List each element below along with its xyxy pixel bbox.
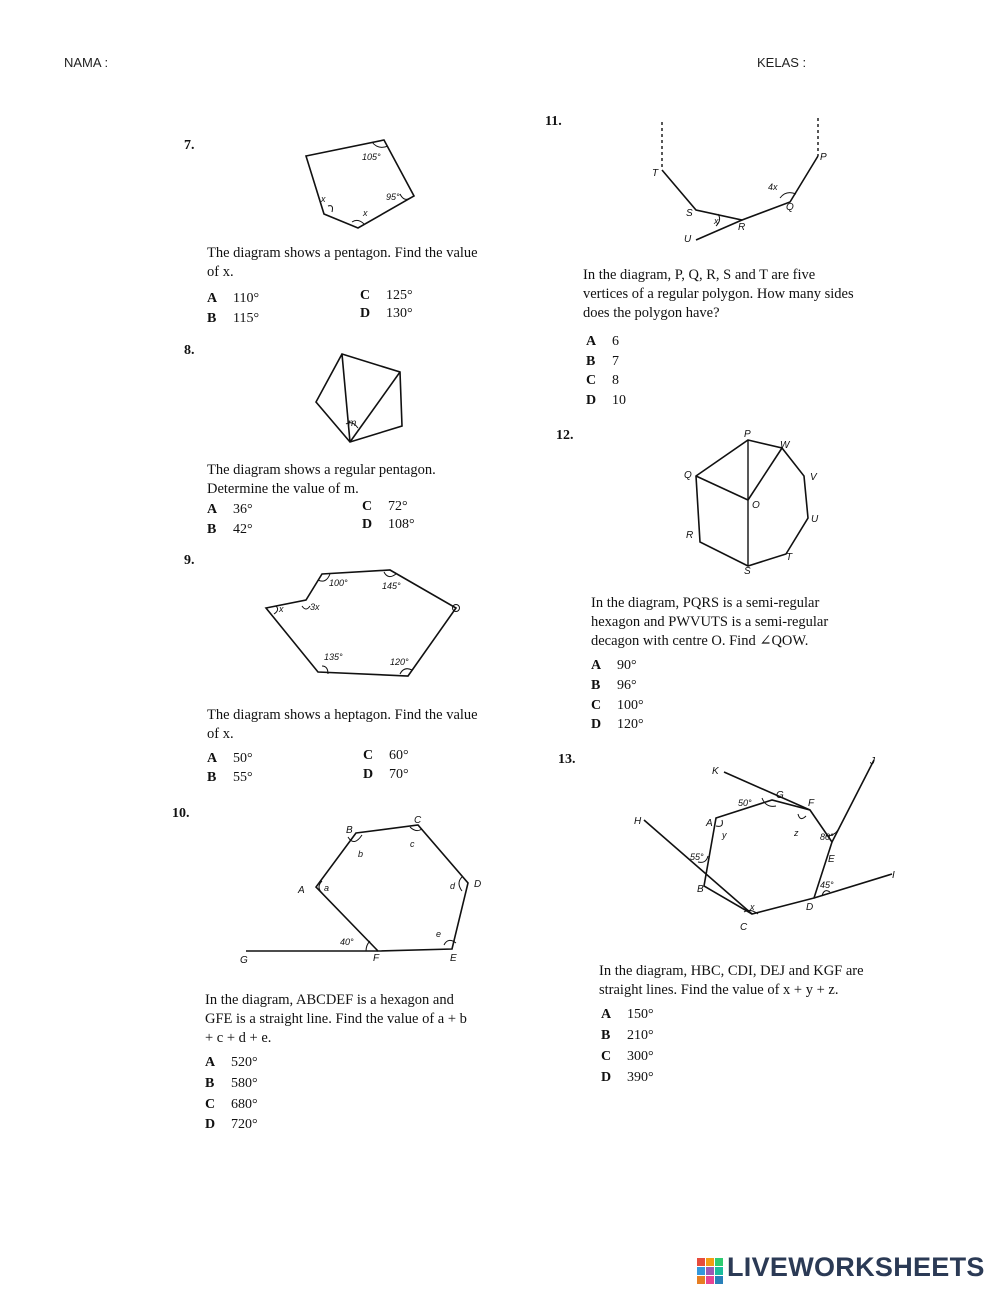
question-7-diagram (300, 132, 420, 232)
question-13-text (599, 962, 864, 1000)
option-value: 60° (389, 748, 409, 763)
option-letter: D (586, 393, 597, 408)
q7-text-line: The diagram shows a pentagon. Find the value (207, 245, 478, 261)
option-value: 150° (627, 1007, 654, 1022)
q9-text-line: of x. (207, 726, 234, 742)
option-letter: A (207, 502, 218, 517)
q13-label-z: z (794, 828, 799, 838)
option-letter: C (591, 698, 602, 713)
q13-label-A: A (706, 818, 713, 829)
q13-label-F: F (808, 798, 815, 809)
option-letter: B (591, 678, 601, 693)
option-value: 10 (612, 393, 626, 408)
option-letter: D (591, 717, 602, 732)
option-value: 210° (627, 1028, 654, 1043)
q8-option-a[interactable] (207, 500, 253, 519)
q12-label-U: U (811, 514, 819, 525)
q13-label-K: K (712, 766, 719, 777)
option-letter: A (207, 291, 218, 306)
q9-label-3x: 3x (310, 602, 320, 612)
q10-label-D: D (474, 879, 482, 890)
q10-label-F: F (373, 953, 380, 964)
option-value: 50° (233, 751, 253, 766)
question-8-text (207, 461, 436, 499)
option-value: 115° (233, 311, 260, 326)
q11-label-T: T (652, 168, 659, 179)
option-value: 90° (617, 658, 637, 673)
option-value: 96° (617, 678, 637, 693)
q11-label-Q: Q (786, 202, 794, 213)
q8-text-line: The diagram shows a regular pentagon. (207, 462, 436, 478)
q9-option-b[interactable] (207, 768, 253, 787)
q13-label-x: x (750, 902, 755, 912)
q7-option-b[interactable] (207, 309, 259, 328)
q13-option-a[interactable] (601, 1005, 654, 1024)
q11-option-d[interactable] (586, 391, 626, 410)
q9-label-120: 120° (390, 657, 409, 667)
option-letter: B (586, 354, 596, 369)
option-value: 72° (388, 499, 408, 514)
question-8-number: 8. (184, 343, 195, 358)
q10-option-b[interactable] (205, 1074, 258, 1093)
option-letter: A (207, 751, 218, 766)
q11-label-S: S (686, 208, 693, 219)
option-letter: C (601, 1049, 612, 1064)
option-letter: B (207, 522, 217, 537)
q13-label-E: E (828, 854, 835, 865)
q13-label-G: G (776, 790, 784, 801)
q9-label-135: 135° (324, 652, 343, 662)
option-letter: C (362, 499, 373, 514)
q11-text-line: vertices of a regular polygon. How many sides (583, 286, 854, 302)
option-value: 130° (386, 306, 413, 321)
q13-label-50: 50° (738, 798, 752, 808)
q11-label-x: x (714, 216, 719, 226)
q13-label-55: 55° (690, 852, 704, 862)
q7-text-line: of x. (207, 264, 234, 280)
q12-label-T: T (786, 552, 793, 563)
option-letter: B (207, 770, 217, 785)
q11-text-line: does the polygon have? (583, 305, 720, 321)
question-13-diagram (630, 756, 900, 941)
q11-label-P: P (820, 152, 827, 163)
q8-option-c[interactable] (362, 497, 408, 516)
question-11-number: 11. (545, 114, 562, 129)
q13-label-J: J (870, 756, 875, 767)
question-9-text (207, 706, 478, 744)
option-letter: D (601, 1070, 612, 1085)
q12-option-d[interactable] (591, 715, 644, 734)
q8-option-b[interactable] (207, 520, 253, 539)
option-letter: B (205, 1076, 215, 1091)
q13-option-d[interactable] (601, 1068, 654, 1087)
option-value: 100° (617, 698, 644, 713)
q13-label-y: y (722, 830, 727, 840)
q13-option-c[interactable] (601, 1047, 654, 1066)
q12-label-S: S (744, 566, 751, 577)
q10-text-line: GFE is a straight line. Find the value of a + b (205, 1011, 467, 1027)
q10-option-a[interactable] (205, 1053, 258, 1072)
q10-option-d[interactable] (205, 1115, 258, 1134)
q13-text-line: straight lines. Find the value of x + y + z. (599, 982, 839, 998)
logo-wordmark: LIVEWORKSHEETS (727, 1252, 985, 1282)
q11-option-a[interactable] (586, 332, 619, 351)
option-value: 520° (231, 1055, 258, 1070)
q10-label-40: 40° (340, 937, 354, 947)
option-letter: D (360, 306, 371, 321)
liveworksheets-logo (697, 1252, 997, 1286)
option-value: 300° (627, 1049, 654, 1064)
q12-text-line: hexagon and PWVUTS is a semi-regular (591, 614, 829, 630)
q12-label-Q: Q (684, 470, 692, 481)
q10-label-b: b (358, 849, 364, 859)
q13-label-45: 45° (820, 880, 834, 890)
q10-text-line: + c + d + e. (205, 1030, 272, 1046)
option-letter: A (586, 334, 597, 349)
question-7-number: 7. (184, 138, 195, 153)
option-value: 680° (231, 1097, 258, 1112)
q7-label-105: 105° (362, 152, 381, 162)
option-value: 42° (233, 522, 253, 537)
option-letter: B (601, 1028, 611, 1043)
option-letter: D (362, 517, 373, 532)
q12-label-W: W (780, 440, 790, 451)
q9-option-d[interactable] (363, 765, 409, 784)
q9-text-line: The diagram shows a heptagon. Find the value (207, 707, 478, 723)
option-letter: A (601, 1007, 612, 1022)
option-letter: B (207, 311, 217, 326)
q9-label-100: 100° (329, 578, 348, 588)
q11-option-c[interactable] (586, 371, 619, 390)
q10-label-E: E (450, 953, 457, 964)
q13-label-C: C (740, 922, 748, 933)
question-9-number: 9. (184, 553, 195, 568)
option-value: 55° (233, 770, 253, 785)
option-value: 108° (388, 517, 415, 532)
question-8-diagram (310, 350, 410, 450)
q11-label-U: U (684, 234, 692, 245)
option-value: 125° (386, 288, 413, 303)
option-letter: C (586, 373, 597, 388)
q9-option-c[interactable] (363, 746, 409, 765)
q7-label-x1: x (321, 194, 326, 204)
q12-text-line: decagon with centre O. Find ∠QOW. (591, 633, 809, 649)
option-value: 6 (612, 334, 619, 349)
question-10-number: 10. (172, 806, 190, 821)
class-label: KELAS : (757, 55, 807, 70)
q11-option-b[interactable] (586, 352, 619, 371)
q11-text-line: In the diagram, P, Q, R, S and T are five (583, 267, 816, 283)
q8-label-m: m (348, 418, 357, 429)
q9-label-145: 145° (382, 581, 401, 591)
q7-label-95: 95° (386, 192, 400, 202)
q10-label-c: c (410, 839, 415, 849)
q13-label-D: D (806, 902, 814, 913)
q12-option-c[interactable] (591, 696, 644, 715)
question-10-diagram (232, 815, 492, 965)
name-label: NAMA : (64, 55, 109, 70)
q11-label-R: R (738, 222, 746, 233)
q13-option-b[interactable] (601, 1026, 654, 1045)
option-value: 720° (231, 1117, 258, 1132)
question-11-diagram (650, 118, 840, 248)
q12-label-O: O (752, 500, 760, 511)
option-value: 390° (627, 1070, 654, 1085)
q12-label-V: V (810, 472, 817, 483)
question-12-text (591, 594, 828, 651)
q12-label-P: P (744, 429, 751, 440)
q10-text-line: In the diagram, ABCDEF is a hexagon and (205, 992, 454, 1008)
q13-label-I: I (892, 870, 895, 881)
option-value: 36° (233, 502, 253, 517)
option-letter: C (363, 748, 374, 763)
q12-label-R: R (686, 530, 694, 541)
question-11-text (583, 266, 854, 323)
option-value: 110° (233, 291, 260, 306)
option-letter: C (360, 288, 371, 303)
q10-label-a: a (324, 883, 330, 893)
q7-option-d[interactable] (360, 304, 413, 323)
q11-label-4x: 4x (768, 182, 778, 192)
q10-label-G: G (240, 955, 248, 966)
q10-label-B: B (346, 825, 353, 836)
q8-option-d[interactable] (362, 515, 415, 534)
q9-label-x: x (279, 604, 284, 614)
option-value: 7 (612, 354, 619, 369)
question-12-diagram (682, 430, 832, 575)
option-letter: D (205, 1117, 216, 1132)
q8-text-line: Determine the value of m. (207, 481, 359, 497)
q7-label-x2: x (363, 208, 368, 218)
option-letter: A (205, 1055, 216, 1070)
question-7-text (207, 244, 478, 282)
q10-label-A: A (298, 885, 305, 896)
q9-option-a[interactable] (207, 749, 253, 768)
logo-blocks-icon (697, 1258, 723, 1284)
option-letter: C (205, 1097, 216, 1112)
q12-option-b[interactable] (591, 676, 637, 695)
option-value: 8 (612, 373, 619, 388)
q12-option-a[interactable] (591, 656, 637, 675)
option-letter: D (363, 767, 374, 782)
question-12-number: 12. (556, 428, 574, 443)
q10-label-d: d (450, 881, 456, 891)
option-value: 580° (231, 1076, 258, 1091)
question-9-diagram (262, 562, 472, 682)
option-letter: A (591, 658, 602, 673)
question-13-number: 13. (558, 752, 576, 767)
q13-label-H: H (634, 816, 642, 827)
option-value: 120° (617, 717, 644, 732)
q12-text-line: In the diagram, PQRS is a semi-regular (591, 595, 820, 611)
q13-label-80: 80° (820, 832, 834, 842)
q10-label-e: e (436, 929, 442, 939)
q10-option-c[interactable] (205, 1095, 258, 1114)
option-value: 70° (389, 767, 409, 782)
q13-text-line: In the diagram, HBC, CDI, DEJ and KGF are (599, 963, 864, 979)
q7-option-c[interactable] (360, 286, 413, 305)
q7-option-a[interactable] (207, 289, 259, 308)
question-10-text (205, 991, 467, 1048)
q13-label-B: B (697, 884, 704, 895)
q10-label-C: C (414, 815, 422, 826)
